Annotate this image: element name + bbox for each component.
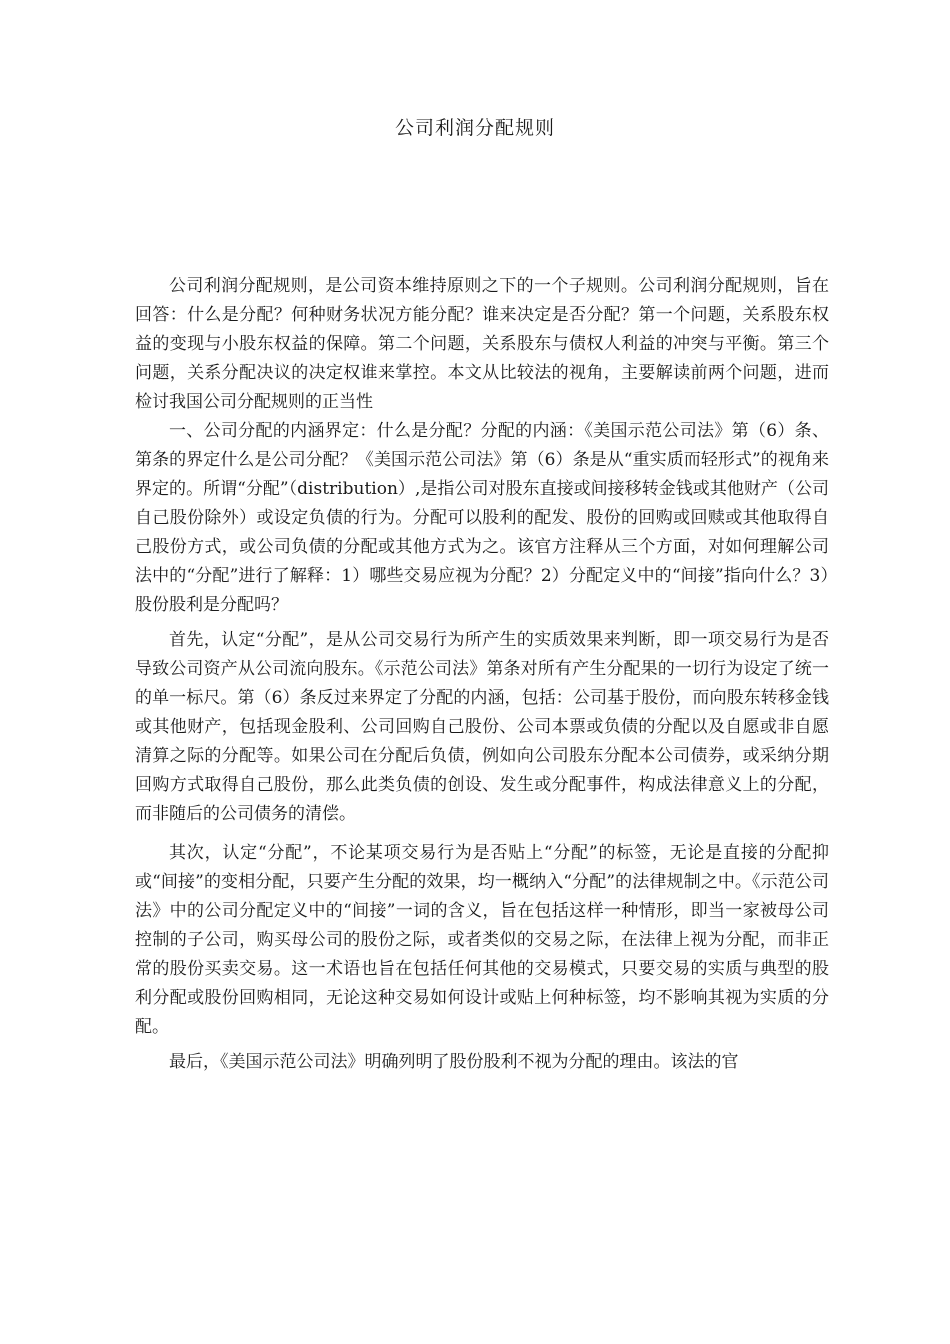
paragraph-intro: 公司利润分配规则，是公司资本维持原则之下的一个子规则。公司利润分配规则，旨在回答：什么是分配？何种财务状况方能分配？谁来决定是否分配？第一个问题，关系股东权益的变现与小股东权益的保障。第二个问题，关系股东与债权人利益的冲突与平衡。第三个问题，关系分配决议的决定权谁来掌控。本文从比较法的视角，主要解读前两个问题，进而检讨我国公司分配规则的正当性 (135, 276, 829, 412)
paragraph-last: 最后，《美国示范公司法》明确列明了股份股利不视为分配的理由。该法的官 (169, 1052, 739, 1072)
paragraph-second: 其次，认定“分配”，不论某项交易行为是否贴上“分配”的标签，无论是直接的分配抑或“间接”的变相分配，只要产生分配的效果，均一概纳入“分配”的法律规制之中。《示范公司法》中的公司分配定义中的“间接”一词的含义，旨在包括这样一种情形，即当一家被母公司控制的子公司，购买母公司的股份之际，或者类似的交易之际，在法律上视为分配，而非正常的股份买卖交易。这一术语也旨在包括任何其他的交易模式，只要交易的实质与典型的股利分配或股份回购相同，无论这种交易如何设计或贴上何种标签，均不影响其视为实质的分配。 (135, 843, 829, 1037)
paragraph-section-one: 一、公司分配的内涵界定：什么是分配？分配的内涵：《美国示范公司法》第（6）条、第条的界定什么是公司分配？《美国示范公司法》第（6）条是从“重实质而轻形式”的视角来界定的。所谓“分配”（distribution）,是指公司对股东直接或间接移转金钱或其他财产（公司自己股份除外）或设定负债的行为。分配可以股利的配发、股份的回购或回赎或其他取得自己股份方式，或公司负债的分配或其他方式为之。该官方注释从三个方面，对如何理解公司法中的“分配”进行了解释：1）哪些交易应视为分配？2）分配定义中的“间接”指向什么？3）股份股利是分配吗？ (135, 421, 829, 615)
document-title: 公司利润分配规则 (394, 117, 555, 139)
document-body (135, 272, 829, 1077)
paragraph-first: 首先，认定“分配”，是从公司交易行为所产生的实质效果来判断，即一项交易行为是否导致公司资产从公司流向股东。《示范公司法》第条对所有产生分配果的一切行为设定了统一的单一标尺。第（6）条反过来界定了分配的内涵，包括：公司基于股份，而向股东转移金钱或其他财产，包括现金股利、公司回购自己股份、公司本票或负债的分配以及自愿或非自愿清算之际的分配等。如果公司在分配后负债，例如向公司股东分配本公司债券，或采纳分期回购方式取得自己股份，那么此类负债的创设、发生或分配事件，构成法律意义上的分配，而非随后的公司债务的清偿。 (135, 630, 829, 824)
